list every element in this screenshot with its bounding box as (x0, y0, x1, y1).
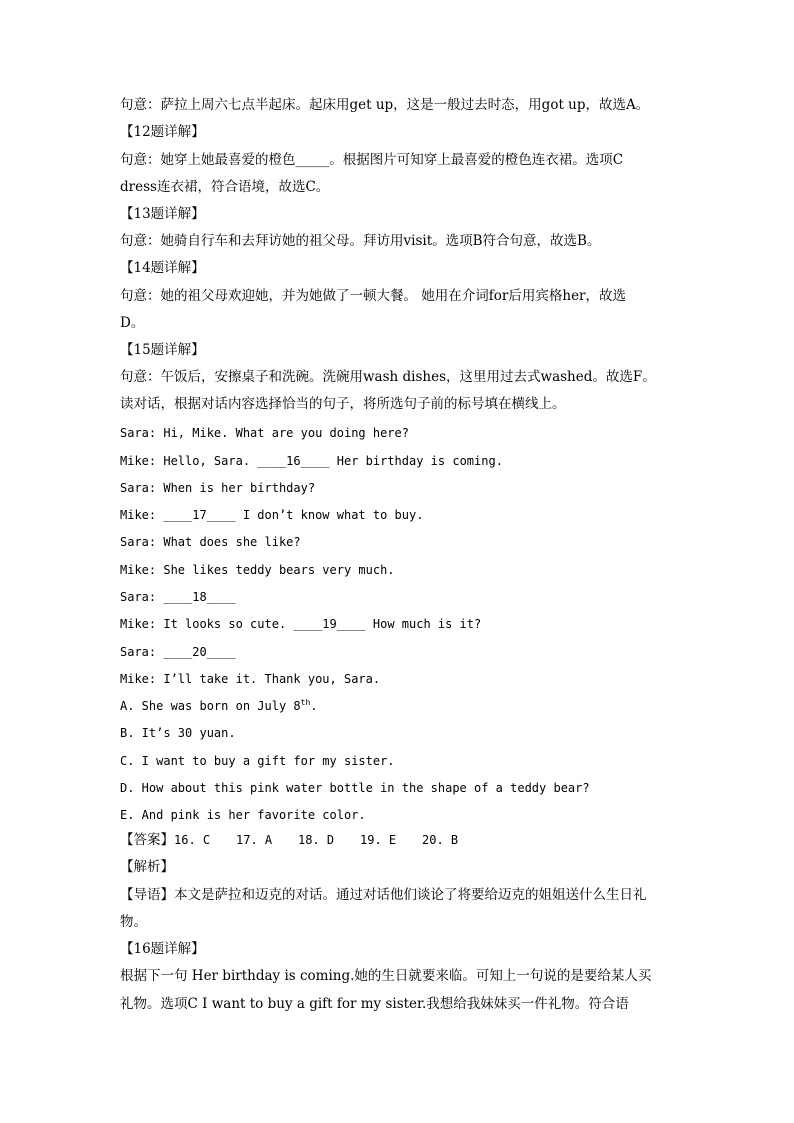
instruction-line: 读对话，根据对话内容选择恰当的句子，将所选句子前的标号填在横线上。 (120, 396, 566, 412)
text-line: 句意：萨拉上周六七点半起床。起床用get up，这是一般过去时态，用got up，故选A。 (120, 97, 650, 113)
answer-16: 16. C (174, 833, 211, 847)
text-line: dress连衣裙，符合语境，故选C。 (120, 179, 330, 195)
section-heading-14: 【14题详解】 (120, 260, 205, 276)
dialogue-line: Sara: What does she like? (120, 535, 301, 549)
text-line: 句意：她穿上她最喜爱的橙色_____。根据图片可知穿上最喜爱的橙色连衣裙。选项C (120, 152, 624, 168)
answer-line (120, 831, 680, 849)
answer-label: 【答案】 (120, 832, 174, 848)
text-line: 礼物。选项C I want to buy a gift for my sister.我想给我妹妹买一件礼物。符合语 (120, 996, 629, 1012)
text-line: 物。 (120, 914, 147, 930)
blank-18: ____18____ (163, 590, 236, 604)
option-e: E. And pink is her favorite color. (120, 808, 366, 822)
option-c: C. I want to buy a gift for my sister. (120, 754, 395, 768)
blank-16: ____16____ (257, 454, 330, 468)
blank-20: ____20____ (163, 645, 236, 659)
text-line: 句意：她骑自行车和去拜访她的祖父母。拜访用visit。选项B符合句意，故选B。 (120, 233, 601, 249)
answer-17: 17. A (236, 833, 273, 847)
text-line: 句意：她的祖父母欢迎她，并为她做了一顿大餐。 她用在介词for后用宾格her，故选 (120, 288, 627, 304)
text-line: 【导语】本文是萨拉和迈克的对话。通过对话他们谈论了将要给迈克的姐姐送什么生日礼 (120, 887, 647, 903)
dialogue-line: Mike: Hello, Sara. ____16____ Her birthday is coming. (120, 454, 503, 468)
section-heading-16: 【16题详解】 (120, 941, 205, 957)
option-b: B. It’s 30 yuan. (120, 726, 236, 740)
dialogue-line: Sara: ____18____ (120, 590, 236, 604)
text-line: D。 (120, 315, 145, 331)
dialogue-line: Mike: ____17____ I don’t know what to buy. (120, 508, 424, 522)
analysis-heading: 【解析】 (120, 859, 174, 875)
answer-18: 18. D (298, 833, 335, 847)
section-heading-12: 【12题详解】 (120, 124, 205, 140)
option-a: A. She was born on July 8th. (120, 698, 318, 713)
section-heading-13: 【13题详解】 (120, 206, 205, 222)
dialogue-line: Mike: She likes teddy bears very much. (120, 563, 395, 577)
dialogue-line: Mike: It looks so cute. ____19____ How much is it? (120, 617, 482, 631)
blank-17: ____17____ (163, 508, 236, 522)
dialogue-line: Sara: Hi, Mike. What are you doing here? (120, 426, 409, 440)
option-d: D. How about this pink water bottle in the shape of a teddy bear? (120, 781, 590, 795)
dialogue-line: Mike: I’ll take it. Thank you, Sara. (120, 672, 381, 686)
section-heading-15: 【15题详解】 (120, 342, 205, 358)
blank-19: ____19____ (293, 617, 366, 631)
answer-20: 20. B (422, 833, 459, 847)
answer-19: 19. E (360, 833, 397, 847)
dialogue-line: Sara: When is her birthday? (120, 481, 316, 495)
dialogue-line: Sara: ____20____ (120, 645, 236, 659)
text-line: 根据下一句 Her birthday is coming.她的生日就要来临。可知上一句说的是要给某人买 (120, 968, 652, 984)
text-line: 句意：午饭后，安擦桌子和洗碗。洗碗用wash dishes，这里用过去式washed。故选F。 (120, 369, 656, 385)
